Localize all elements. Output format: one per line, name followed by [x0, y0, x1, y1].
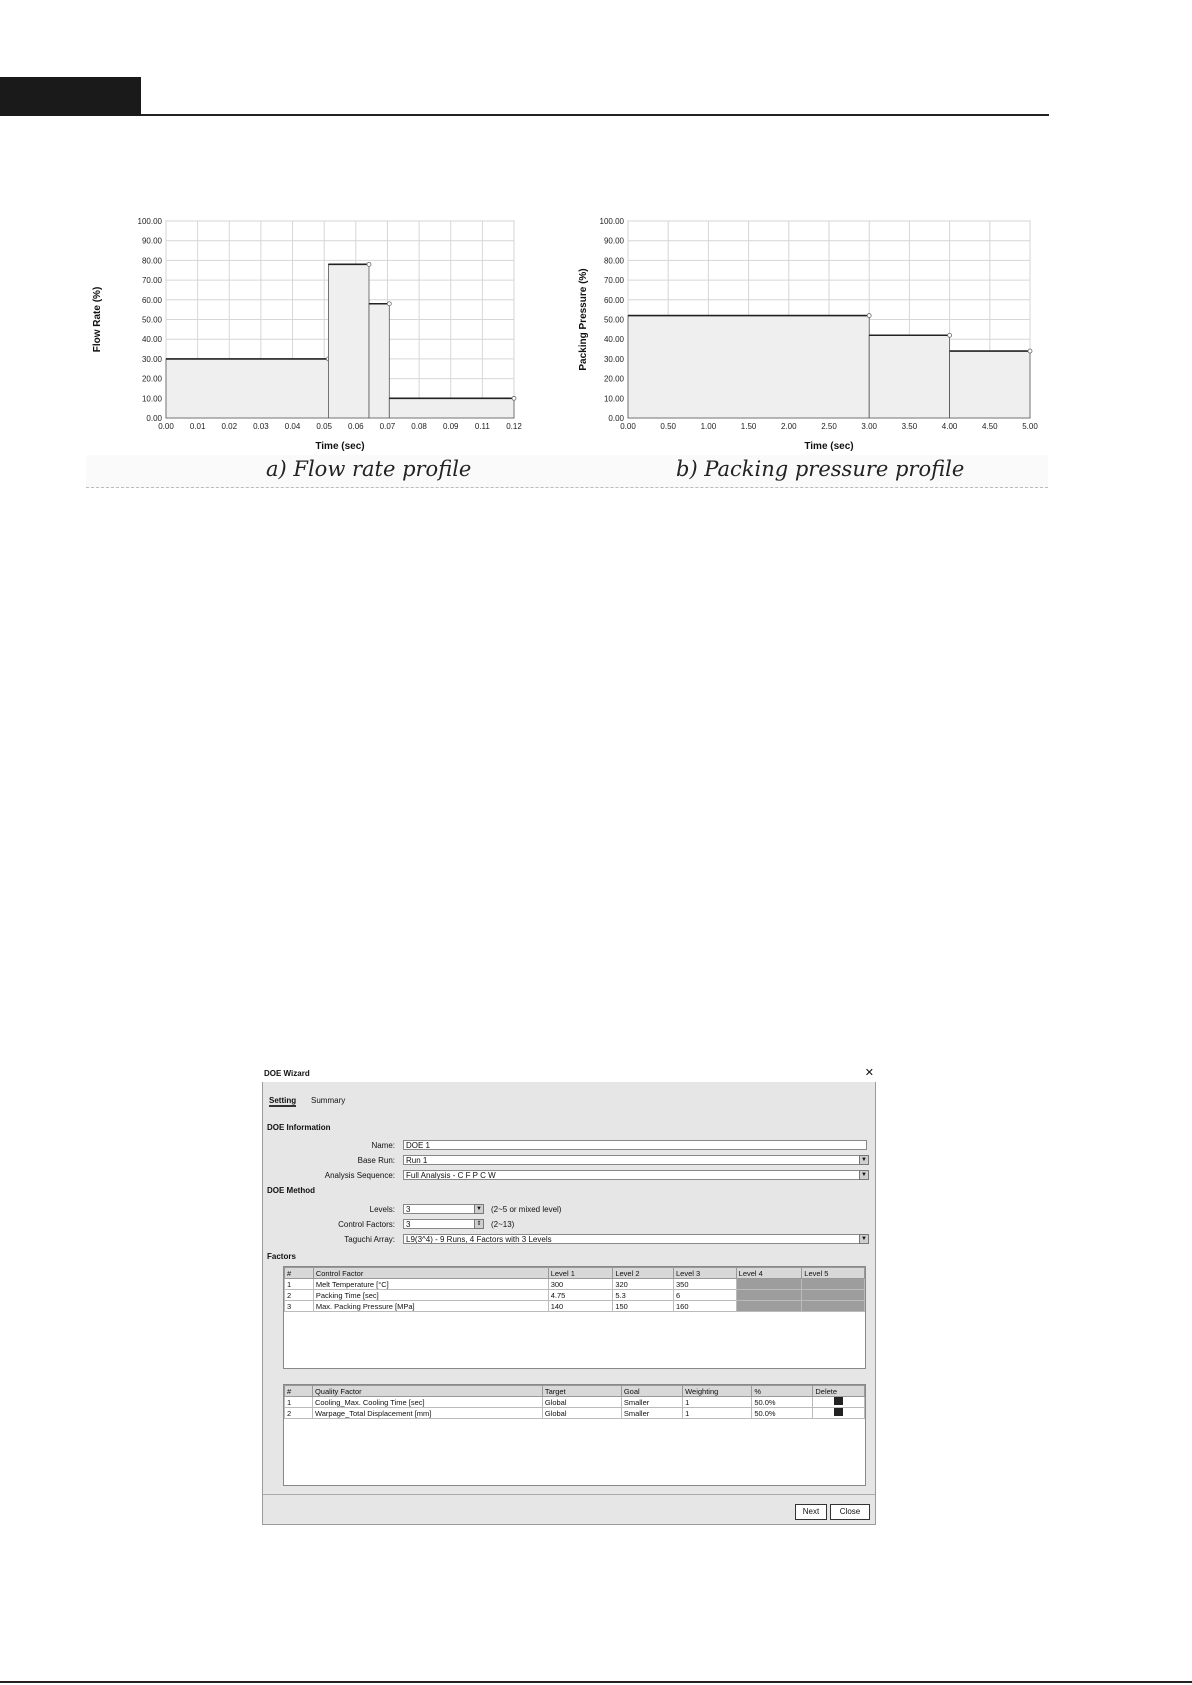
x-tick-label: 1.00 — [700, 422, 717, 431]
y-tick-label: 0.00 — [146, 414, 162, 423]
step-point — [948, 333, 952, 337]
column-header: Control Factor — [313, 1268, 548, 1279]
control-factor-table — [283, 1266, 866, 1369]
trash-icon[interactable] — [834, 1397, 843, 1405]
x-tick-label: 0.05 — [316, 422, 332, 431]
doe-wizard-dialog — [262, 1065, 876, 1525]
cell: 2 — [285, 1408, 313, 1419]
cell[interactable]: 140 — [548, 1301, 613, 1312]
caption-b: b) Packing pressure profile — [676, 457, 965, 481]
cell[interactable]: Global — [542, 1408, 621, 1419]
dialog-titlebar — [262, 1065, 876, 1082]
quality-factor-grid — [284, 1385, 865, 1419]
table-row[interactable] — [285, 1397, 865, 1408]
cell: 50.0% — [752, 1408, 813, 1419]
x-tick-label: 4.00 — [941, 422, 958, 431]
profile-figure — [86, 203, 1048, 490]
y-tick-label: 10.00 — [141, 394, 162, 404]
delete-cell — [813, 1397, 865, 1408]
analysis-sequence-select[interactable]: Full Analysis - C F P C W — [403, 1170, 867, 1180]
column-header: Level 2 — [613, 1268, 674, 1279]
x-tick-label: 0.01 — [189, 422, 206, 431]
cell[interactable]: Melt Temperature [°C] — [313, 1279, 548, 1290]
y-tick-label: 70.00 — [603, 276, 624, 286]
cell: 1 — [285, 1397, 313, 1408]
base-run-select[interactable]: Run 1 — [403, 1155, 867, 1165]
x-tick-label: 0.07 — [379, 422, 396, 431]
levels-select[interactable]: 3 — [403, 1204, 483, 1214]
x-tick-label: 3.50 — [901, 422, 918, 431]
column-header: % — [752, 1386, 813, 1397]
x-tick-label: 4.50 — [982, 422, 998, 431]
chevron-down-icon[interactable]: ▼ — [474, 1204, 484, 1214]
step-area — [369, 304, 389, 418]
disabled-cell — [736, 1301, 802, 1312]
control-factors-hint: (2~13) — [491, 1220, 515, 1229]
table-row[interactable] — [285, 1290, 865, 1301]
factors-heading: Factors — [267, 1252, 296, 1261]
x-tick-label: 1.50 — [740, 422, 757, 431]
y-tick-label: 50.00 — [603, 315, 624, 325]
chevron-down-icon[interactable]: ▼ — [859, 1170, 869, 1180]
cell[interactable]: 160 — [674, 1301, 737, 1312]
footer-rule — [0, 1681, 1192, 1683]
x-tick-label: 0.04 — [284, 422, 301, 431]
y-tick-label: 40.00 — [603, 335, 624, 345]
analysis-sequence-label: Analysis Sequence: — [324, 1171, 395, 1180]
cell[interactable]: Max. Packing Pressure [MPa] — [313, 1301, 548, 1312]
y-tick-label: 100.00 — [599, 217, 624, 226]
column-header: Level 4 — [736, 1268, 802, 1279]
x-tick-label: 0.08 — [411, 422, 427, 431]
next-button[interactable]: Next — [795, 1504, 827, 1520]
step-area — [950, 351, 1030, 418]
disabled-cell — [802, 1290, 865, 1301]
column-header: Level 3 — [674, 1268, 737, 1279]
y-tick-label: 100.00 — [137, 217, 162, 226]
levels-label: Levels: — [369, 1205, 395, 1214]
doe-information-heading: DOE Information — [267, 1123, 331, 1132]
cell[interactable]: 350 — [674, 1279, 737, 1290]
column-header: Quality Factor — [312, 1386, 542, 1397]
cell[interactable]: 5.3 — [613, 1290, 674, 1301]
y-tick-label: 0.00 — [608, 414, 624, 423]
x-tick-label: 0.06 — [348, 422, 364, 431]
step-area — [628, 316, 869, 418]
step-point — [387, 302, 391, 306]
step-area — [328, 264, 369, 418]
step-point — [367, 262, 371, 266]
doe-method-heading: DOE Method — [267, 1186, 315, 1195]
y-tick-label: 60.00 — [141, 295, 162, 305]
name-input[interactable]: DOE 1 — [403, 1140, 867, 1150]
y-tick-label: 20.00 — [141, 374, 162, 384]
step-area — [389, 398, 514, 418]
y-tick-label: 70.00 — [141, 276, 162, 286]
cell: 50.0% — [752, 1397, 813, 1408]
table-header-row — [285, 1386, 865, 1397]
x-tick-label: 0.03 — [253, 422, 269, 431]
y-tick-label: 80.00 — [603, 256, 624, 266]
cell[interactable]: Cooling_Max. Cooling Time [sec] — [312, 1397, 542, 1408]
cell[interactable]: 4.75 — [548, 1290, 613, 1301]
header-rule — [141, 114, 1049, 116]
cell[interactable]: Warpage_Total Displacement [mm] — [312, 1408, 542, 1419]
tab-setting[interactable]: Setting — [269, 1096, 297, 1105]
x-axis-label: Time (sec) — [315, 441, 365, 452]
y-axis-label: Flow Rate (%) — [92, 286, 103, 353]
cell[interactable]: 6 — [674, 1290, 737, 1301]
dialog-title: DOE Wizard — [264, 1069, 310, 1078]
chapter-header-tab — [0, 77, 141, 116]
y-tick-label: 10.00 — [603, 394, 624, 404]
cell[interactable]: 1 — [683, 1408, 752, 1419]
y-tick-label: 30.00 — [141, 354, 162, 364]
column-header: Target — [542, 1386, 621, 1397]
taguchi-array-select[interactable]: L9(3^4) - 9 Runs, 4 Factors with 3 Levels — [403, 1234, 867, 1244]
chevron-down-icon[interactable]: ▼ — [859, 1155, 869, 1165]
caption-strip — [86, 455, 1048, 488]
cell[interactable]: 320 — [613, 1279, 674, 1290]
trash-icon[interactable] — [834, 1408, 843, 1416]
levels-hint: (2~5 or mixed level) — [491, 1205, 562, 1214]
control-factors-spinner[interactable]: 3 — [403, 1219, 475, 1229]
disabled-cell — [736, 1279, 802, 1290]
x-tick-label: 0.00 — [158, 422, 174, 431]
chevron-down-icon[interactable]: ▼ — [859, 1234, 869, 1244]
x-tick-label: 0.02 — [221, 422, 238, 431]
packing-pressure-chart — [572, 203, 1048, 453]
y-tick-label: 60.00 — [603, 295, 624, 305]
quality-factor-table — [283, 1384, 866, 1486]
cell[interactable]: Packing Time [sec] — [313, 1290, 548, 1301]
step-point — [512, 396, 516, 400]
table-row[interactable] — [285, 1301, 865, 1312]
disabled-cell — [802, 1301, 865, 1312]
cell: 3 — [285, 1301, 314, 1312]
disabled-cell — [802, 1279, 865, 1290]
caption-a: a) Flow rate profile — [266, 457, 472, 481]
column-header: Delete — [813, 1386, 865, 1397]
footer-divider — [263, 1494, 875, 1495]
column-header: Goal — [621, 1386, 682, 1397]
base-run-label: Base Run: — [357, 1156, 395, 1165]
y-tick-label: 90.00 — [603, 236, 624, 246]
step-area — [166, 359, 328, 418]
y-tick-label: 30.00 — [603, 354, 624, 364]
cell[interactable]: Smaller — [621, 1408, 682, 1419]
x-tick-label: 3.00 — [861, 422, 877, 431]
control-factors-label: Control Factors: — [338, 1220, 395, 1229]
column-header: # — [285, 1386, 313, 1397]
x-tick-label: 5.00 — [1022, 422, 1038, 431]
column-header: Weighting — [683, 1386, 752, 1397]
y-tick-label: 40.00 — [141, 335, 162, 345]
cell[interactable]: Global — [542, 1397, 621, 1408]
control-factor-grid — [284, 1267, 865, 1312]
x-tick-label: 0.50 — [660, 422, 676, 431]
delete-cell — [813, 1408, 865, 1419]
y-tick-label: 50.00 — [141, 315, 162, 325]
step-area — [869, 335, 949, 418]
y-tick-label: 90.00 — [141, 236, 162, 246]
x-tick-label: 2.50 — [821, 422, 837, 431]
step-point — [867, 314, 871, 318]
x-tick-label: 0.00 — [620, 422, 636, 431]
flow-rate-chart — [86, 203, 526, 453]
cell[interactable]: 300 — [548, 1279, 613, 1290]
table-row[interactable] — [285, 1279, 865, 1290]
x-tick-label: 2.00 — [781, 422, 797, 431]
disabled-cell — [736, 1290, 802, 1301]
y-tick-label: 80.00 — [141, 256, 162, 266]
table-row[interactable] — [285, 1408, 865, 1419]
close-button[interactable]: Close — [830, 1504, 870, 1520]
cell: 2 — [285, 1290, 314, 1301]
name-label: Name: — [371, 1141, 395, 1150]
column-header: # — [285, 1268, 314, 1279]
x-tick-label: 0.11 — [474, 422, 490, 431]
cell[interactable]: Smaller — [621, 1397, 682, 1408]
cell[interactable]: 150 — [613, 1301, 674, 1312]
x-tick-label: 0.09 — [442, 422, 459, 431]
x-tick-label: 0.12 — [506, 422, 522, 431]
column-header: Level 1 — [548, 1268, 613, 1279]
y-axis-label: Packing Pressure (%) — [578, 268, 589, 371]
cell: 1 — [285, 1279, 314, 1290]
taguchi-array-label: Taguchi Array: — [344, 1235, 395, 1244]
cell[interactable]: 1 — [683, 1397, 752, 1408]
y-tick-label: 20.00 — [603, 374, 624, 384]
table-header-row — [285, 1268, 865, 1279]
spinner-icon[interactable]: ⇕ — [474, 1219, 484, 1229]
tab-summary[interactable]: Summary — [311, 1096, 346, 1105]
column-header: Level 5 — [802, 1268, 865, 1279]
step-point — [1028, 349, 1032, 353]
x-axis-label: Time (sec) — [804, 441, 854, 452]
close-icon[interactable]: ✕ — [864, 1067, 874, 1079]
